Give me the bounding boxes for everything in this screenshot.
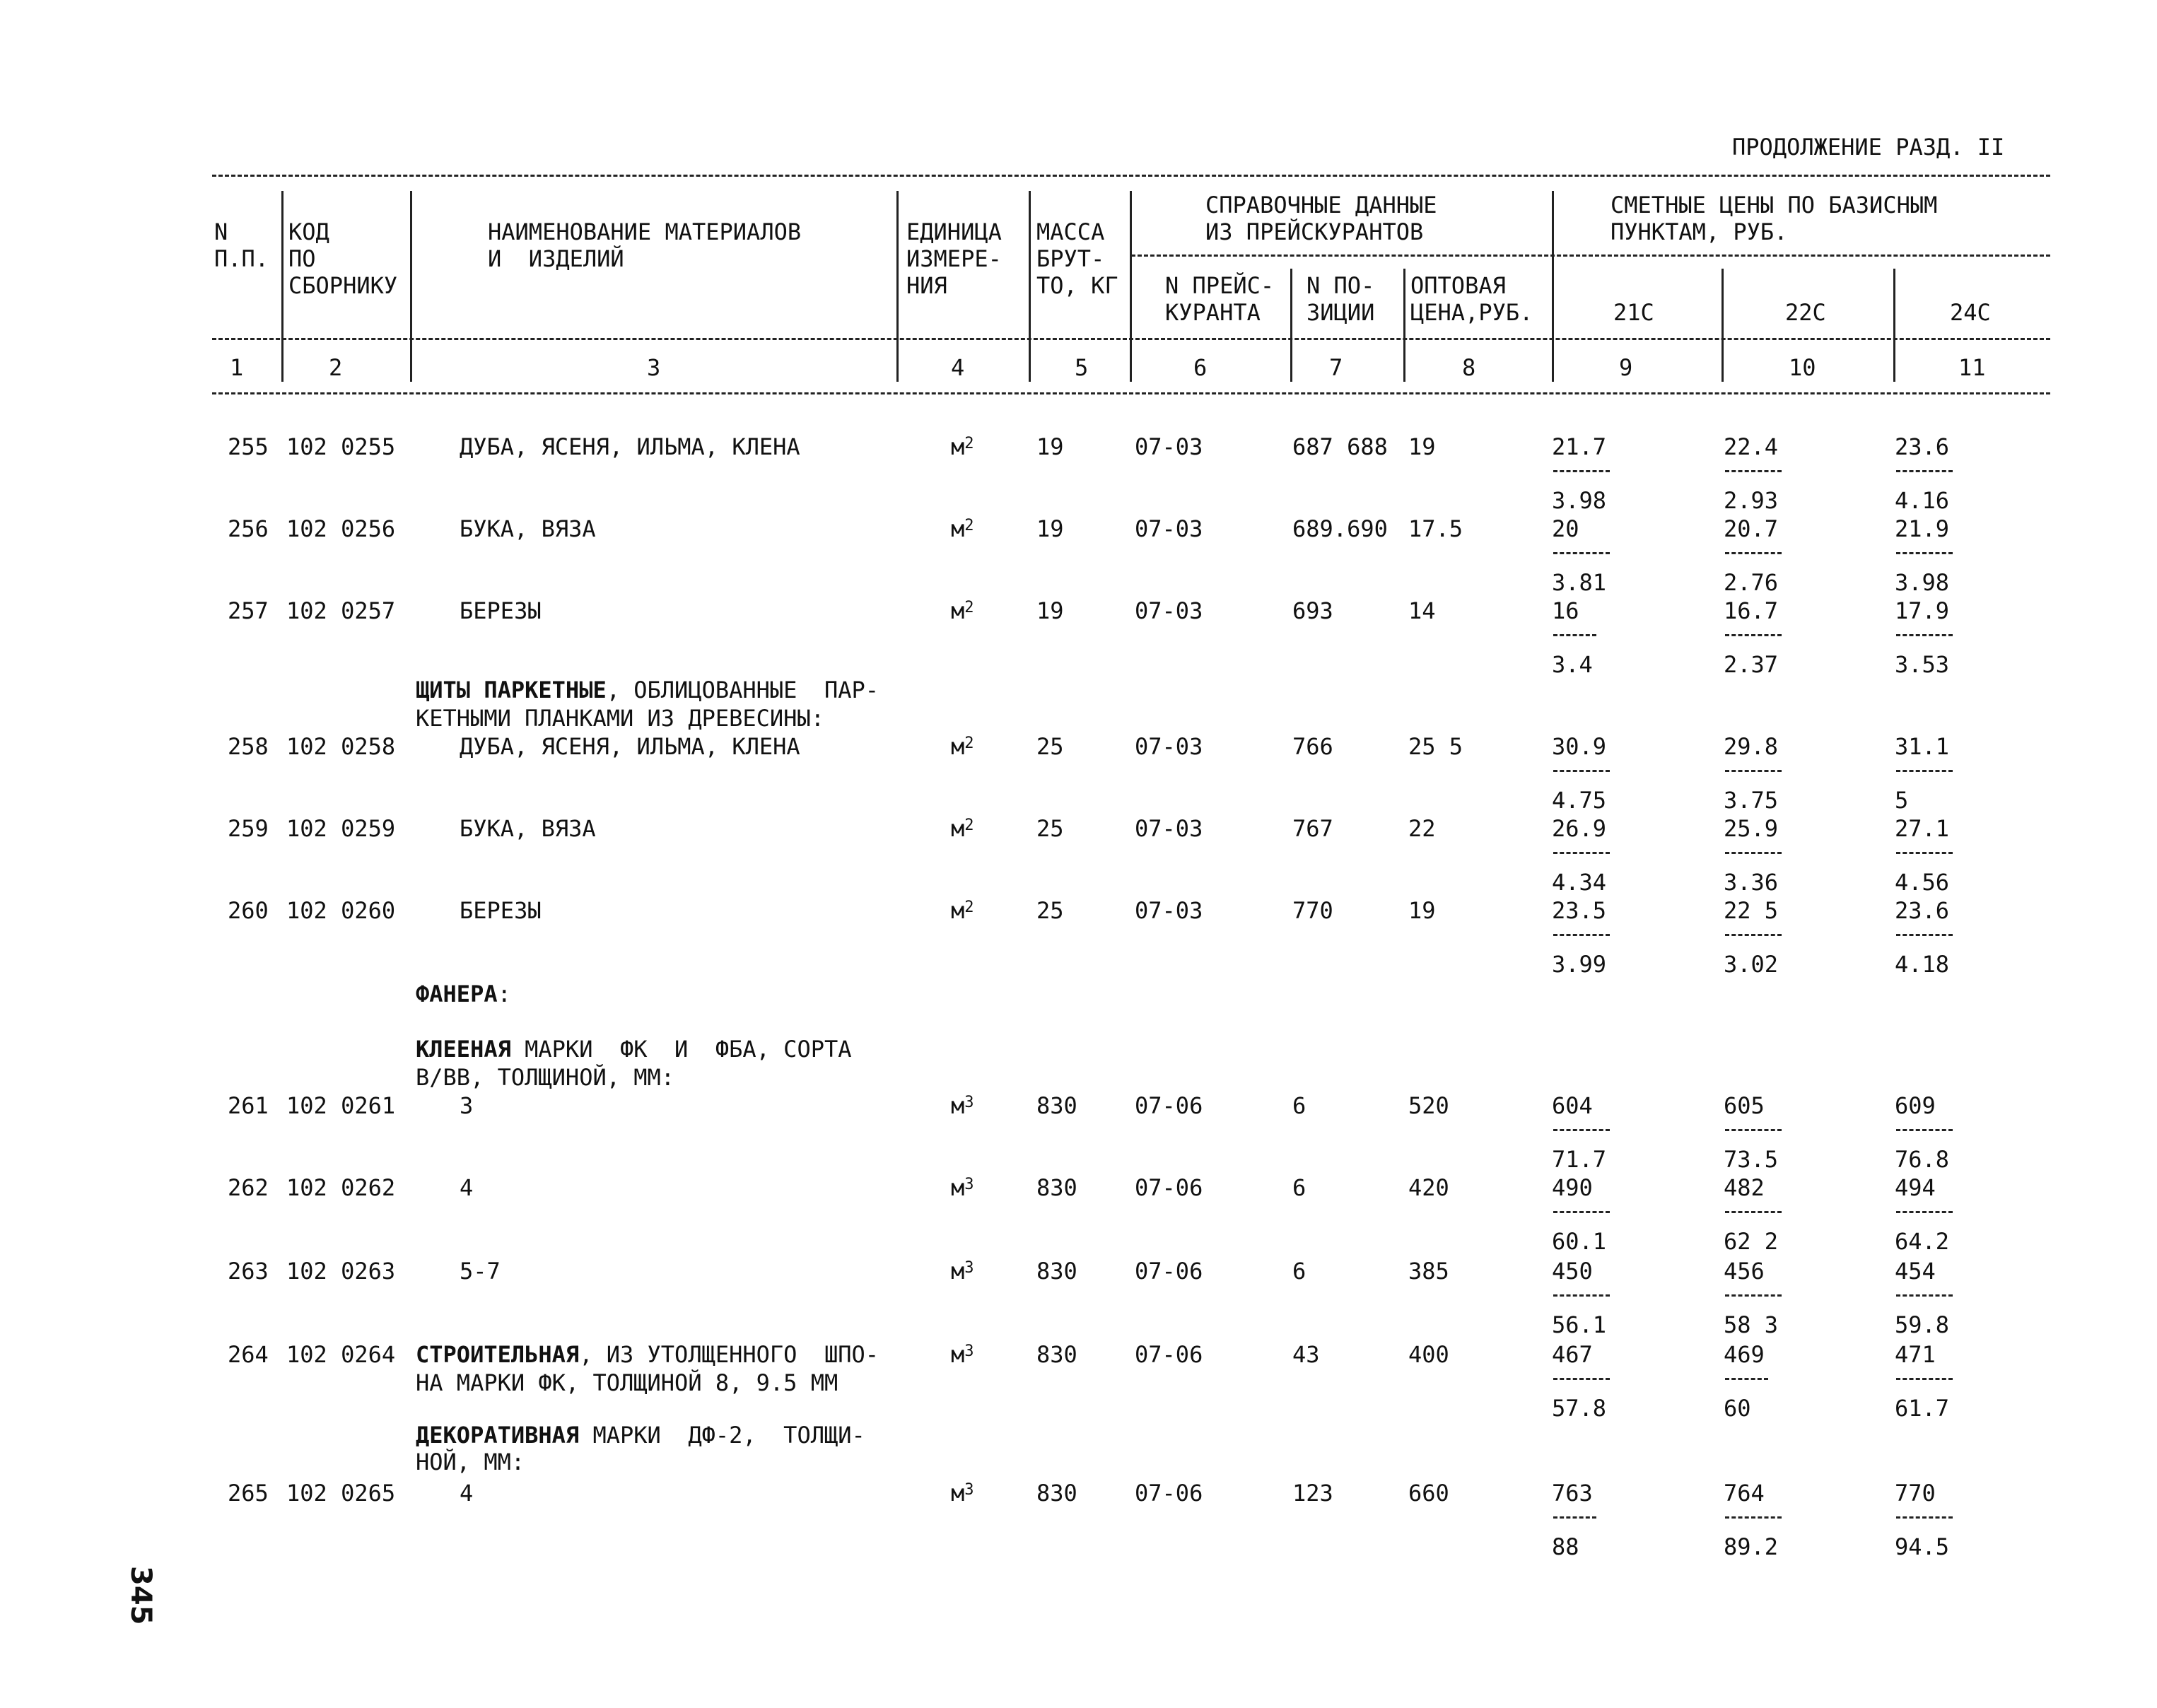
- row-unit-power: 2: [964, 435, 974, 452]
- col-sep-10: [1893, 269, 1895, 382]
- row-name: БЕРЕЗЫ: [460, 897, 542, 924]
- row-p22-denominator: 2.93: [1724, 487, 1779, 514]
- row-p22-fraction-line: [1725, 852, 1782, 854]
- row-p21-fraction-line: [1553, 1294, 1610, 1297]
- row-unit-base: м: [951, 597, 965, 624]
- rule-columns-numbers: [212, 392, 2050, 394]
- row-p22-denominator: 3.02: [1724, 951, 1779, 978]
- row-p21-fraction-line: [1553, 1516, 1596, 1519]
- row-p22-numerator: 456: [1724, 1258, 1765, 1285]
- row-p21-fraction-line: [1553, 852, 1610, 854]
- col6-header-line2: КУРАНТА: [1165, 299, 1261, 326]
- col2-header-line3: СБОРНИКУ: [288, 272, 398, 299]
- colnum-3: 3: [647, 354, 661, 381]
- row-name-rest: , ИЗ УТОЛЩЕННОГО ШПО-: [579, 1341, 879, 1368]
- row-number: 265: [228, 1480, 269, 1507]
- row-p21-numerator: 604: [1552, 1092, 1593, 1119]
- colnum-6: 6: [1193, 354, 1208, 381]
- row-p24-numerator: 471: [1895, 1341, 1936, 1368]
- row-unit: [951, 516, 974, 542]
- page-number: 345: [124, 1566, 157, 1625]
- col8-header-line2: ЦЕНА,РУБ.: [1410, 299, 1533, 326]
- row-unit-power: 3: [964, 1094, 974, 1111]
- col-sep-3: [896, 191, 899, 382]
- ref-group-header-line1: СПРАВОЧНЫЕ ДАННЫЕ: [1205, 192, 1437, 218]
- row-wholesale-price: 660: [1408, 1480, 1449, 1507]
- section-kleenaya: [416, 1036, 852, 1062]
- row-p21-numerator: 20: [1552, 515, 1579, 542]
- row-code: 102 0258: [286, 733, 396, 760]
- rule-top: [212, 175, 2050, 177]
- row-unit-base: м: [951, 515, 965, 542]
- row-mass: 830: [1036, 1480, 1077, 1507]
- row-p21-denominator: 57.8: [1552, 1395, 1607, 1422]
- row-p24-denominator: 4.18: [1895, 951, 1950, 978]
- row-p21-numerator: 490: [1552, 1174, 1593, 1201]
- row-p21-numerator: 26.9: [1552, 815, 1607, 842]
- row-number: 261: [228, 1092, 269, 1119]
- row-p24-numerator: 454: [1895, 1258, 1936, 1285]
- row-p24-numerator: 21.9: [1895, 515, 1950, 542]
- price-group-header-line2: ПУНКТАМ, РУБ.: [1611, 218, 1788, 245]
- row-p21-fraction-line: [1553, 470, 1610, 472]
- row-p22-denominator: 73.5: [1724, 1146, 1779, 1173]
- row-p22-numerator: 764: [1724, 1480, 1765, 1507]
- row-p21-numerator: 21.7: [1552, 433, 1607, 460]
- col3-header-line1: НАИМЕНОВАНИЕ МАТЕРИАЛОВ: [488, 218, 802, 245]
- row-pricelist: 07-03: [1135, 733, 1203, 760]
- col5-header-line2: БРУТ-: [1036, 245, 1105, 272]
- row-p24-fraction-line: [1896, 852, 1953, 854]
- row-name: 4: [460, 1174, 474, 1201]
- col6-header-line1: N ПРЕЙС-: [1165, 272, 1275, 299]
- row-p24-denominator: 3.98: [1895, 569, 1950, 596]
- section-dekor-bold: ДЕКОРАТИВНАЯ: [416, 1422, 580, 1449]
- row-p22-denominator: 2.37: [1724, 651, 1779, 678]
- row-name: БУКА, ВЯЗА: [460, 815, 596, 842]
- row-code: 102 0260: [286, 897, 396, 924]
- col-sep-9: [1721, 269, 1724, 382]
- row-unit-base: м: [951, 897, 965, 924]
- row-number: 258: [228, 733, 269, 760]
- colnum-4: 4: [951, 354, 965, 381]
- row-p22-fraction-line: [1725, 770, 1782, 772]
- row-position: 766: [1292, 733, 1333, 760]
- colnum-8: 8: [1462, 354, 1476, 381]
- row-unit-base: м: [951, 815, 965, 842]
- row-p22-fraction-line: [1725, 1294, 1782, 1297]
- row-unit-power: 3: [964, 1259, 974, 1277]
- row-pricelist: 07-03: [1135, 515, 1203, 542]
- row-position: 687 688: [1292, 433, 1388, 460]
- row-pricelist: 07-03: [1135, 597, 1203, 624]
- row-p22-fraction-line: [1725, 1516, 1782, 1519]
- row-unit-power: 2: [964, 817, 974, 834]
- row-p21-fraction-line: [1553, 934, 1610, 936]
- row-name: БЕРЕЗЫ: [460, 597, 542, 624]
- row-pricelist: 07-03: [1135, 433, 1203, 460]
- row-p22-fraction-line: [1725, 1211, 1782, 1213]
- row-unit-power: 2: [964, 599, 974, 616]
- row-wholesale-price: 14: [1408, 597, 1436, 624]
- row-p24-numerator: 31.1: [1895, 733, 1950, 760]
- colnum-5: 5: [1075, 354, 1089, 381]
- row-unit-power: 2: [964, 517, 974, 534]
- row-unit-power: 3: [964, 1176, 974, 1193]
- row-unit-base: м: [951, 1174, 965, 1201]
- row-p22-fraction-line: [1725, 934, 1782, 936]
- row-mass: 19: [1036, 597, 1064, 624]
- row-position: 693: [1292, 597, 1333, 624]
- row-p24-denominator: 59.8: [1895, 1311, 1950, 1338]
- section-fanera-colon: :: [497, 981, 511, 1007]
- row-unit: [951, 1258, 974, 1284]
- row-unit: [951, 1480, 974, 1506]
- row-unit-power: 2: [964, 899, 974, 916]
- row-p24-denominator: 4.56: [1895, 869, 1950, 896]
- section-fanera-bold: ФАНЕРА: [416, 981, 498, 1007]
- row-p21-numerator: 763: [1552, 1480, 1593, 1507]
- row-name: 5-7: [460, 1258, 501, 1285]
- row-mass: 830: [1036, 1258, 1077, 1285]
- price-group-header-line1: СМЕТНЫЕ ЦЕНЫ ПО БАЗИСНЫМ: [1611, 192, 1938, 218]
- row-position: 689.690: [1292, 515, 1388, 542]
- row-p21-numerator: 23.5: [1552, 897, 1607, 924]
- row-p22-numerator: 469: [1724, 1341, 1765, 1368]
- row-p22-denominator: 3.36: [1724, 869, 1779, 896]
- row-p22-fraction-line: [1725, 1129, 1782, 1131]
- row-unit-base: м: [951, 1258, 965, 1285]
- row-unit-power: 2: [964, 735, 974, 752]
- row-p24-denominator: 64.2: [1895, 1228, 1950, 1255]
- row-p21-denominator: 71.7: [1552, 1146, 1607, 1173]
- row-p21-numerator: 450: [1552, 1258, 1593, 1285]
- row-number: 259: [228, 815, 269, 842]
- row-wholesale-price: 17.5: [1408, 515, 1463, 542]
- section-kleenaya-bold: КЛЕЕНАЯ: [416, 1036, 511, 1063]
- row-unit-base: м: [951, 1341, 965, 1368]
- row-p22-numerator: 22 5: [1724, 897, 1779, 924]
- row-p22-fraction-line: [1725, 470, 1782, 472]
- row-p22-numerator: 22.4: [1724, 433, 1779, 460]
- row-p24-numerator: 609: [1895, 1092, 1936, 1119]
- row-number: 263: [228, 1258, 269, 1285]
- row-p24-fraction-line: [1896, 1294, 1953, 1297]
- row-p21-fraction-line: [1553, 770, 1610, 772]
- row-p21-fraction-line: [1553, 552, 1610, 554]
- col1-header-line2: П.П.: [214, 245, 269, 272]
- row-unit: [951, 598, 974, 624]
- section-dekor-rest: МАРКИ ДФ-2, ТОЛЩИ-: [579, 1422, 865, 1449]
- row-unit-base: м: [951, 1480, 965, 1507]
- ref-group-header-line2: ИЗ ПРЕЙСКУРАНТОВ: [1205, 218, 1424, 245]
- row-number: 264: [228, 1341, 269, 1368]
- row-p24-fraction-line: [1896, 1516, 1953, 1519]
- col-sep-8: [1552, 191, 1554, 382]
- row-position: 6: [1292, 1092, 1307, 1119]
- row-p22-denominator: 89.2: [1724, 1533, 1779, 1560]
- row-p24-denominator: 61.7: [1895, 1395, 1950, 1422]
- col3-header-line2: И ИЗДЕЛИЙ: [488, 245, 624, 272]
- row-wholesale-price: 400: [1408, 1341, 1449, 1368]
- row-number: 262: [228, 1174, 269, 1201]
- row-p24-fraction-line: [1896, 1129, 1953, 1131]
- row-p22-denominator: 58 3: [1724, 1311, 1779, 1338]
- row-name-bold: СТРОИТЕЛЬНАЯ: [416, 1341, 580, 1368]
- col4-header-line1: ЕДИНИЦА: [906, 218, 1002, 245]
- row-p24-numerator: 494: [1895, 1174, 1936, 1201]
- row-p24-fraction-line: [1896, 1211, 1953, 1213]
- row-name-line2: НА МАРКИ ФК, ТОЛЩИНОЙ 8, 9.5 ММ: [416, 1369, 838, 1396]
- col7-header-line1: N ПО-: [1307, 272, 1375, 299]
- row-p24-denominator: 76.8: [1895, 1146, 1950, 1173]
- row-p24-numerator: 27.1: [1895, 815, 1950, 842]
- row-p21-numerator: 30.9: [1552, 733, 1607, 760]
- col5-header-line3: ТО, КГ: [1036, 272, 1118, 299]
- row-name: [416, 1342, 879, 1367]
- col-sep-2: [410, 191, 412, 382]
- row-p21-denominator: 3.99: [1552, 951, 1607, 978]
- col2-header-line2: ПО: [288, 245, 316, 272]
- row-p21-denominator: 3.81: [1552, 569, 1607, 596]
- row-p22-denominator: 3.75: [1724, 787, 1779, 814]
- row-pricelist: 07-03: [1135, 897, 1203, 924]
- row-wholesale-price: 22: [1408, 815, 1436, 842]
- row-unit-power: 3: [964, 1481, 974, 1499]
- row-mass: 19: [1036, 433, 1064, 460]
- row-p22-numerator: 25.9: [1724, 815, 1779, 842]
- row-unit-base: м: [951, 433, 965, 460]
- row-p21-denominator: 3.98: [1552, 487, 1607, 514]
- col-sep-5: [1130, 191, 1132, 382]
- row-p21-denominator: 88: [1552, 1533, 1579, 1560]
- row-mass: 830: [1036, 1174, 1077, 1201]
- row-p21-numerator: 467: [1552, 1341, 1593, 1368]
- row-name: 4: [460, 1480, 474, 1507]
- row-unit-power: 3: [964, 1343, 974, 1360]
- row-p21-denominator: 60.1: [1552, 1228, 1607, 1255]
- colnum-2: 2: [329, 354, 343, 381]
- row-mass: 19: [1036, 515, 1064, 542]
- row-p24-numerator: 23.6: [1895, 897, 1950, 924]
- section-shity-rest: , ОБЛИЦОВАННЫЕ ПАР-: [606, 677, 879, 703]
- section-dekor-line2: НОЙ, ММ:: [416, 1449, 525, 1475]
- row-unit-base: м: [951, 1092, 965, 1119]
- row-p24-numerator: 17.9: [1895, 597, 1950, 624]
- row-number: 255: [228, 433, 269, 460]
- row-pricelist: 07-06: [1135, 1480, 1203, 1507]
- row-number: 257: [228, 597, 269, 624]
- section-shity-bold: ЩИТЫ ПАРКЕТНЫЕ: [416, 677, 607, 703]
- col-sep-7: [1403, 269, 1405, 382]
- colnum-10: 10: [1789, 354, 1816, 381]
- row-p21-fraction-line: [1553, 1378, 1610, 1380]
- col-sep-4: [1029, 191, 1031, 382]
- row-pricelist: 07-06: [1135, 1092, 1203, 1119]
- row-unit-base: м: [951, 733, 965, 760]
- row-unit: [951, 1093, 974, 1118]
- colnum-7: 7: [1329, 354, 1343, 381]
- row-p22-fraction-line: [1725, 552, 1782, 554]
- row-wholesale-price: 25 5: [1408, 733, 1463, 760]
- row-position: 43: [1292, 1341, 1320, 1368]
- colnum-1: 1: [230, 354, 244, 381]
- row-position: 770: [1292, 897, 1333, 924]
- row-p22-numerator: 29.8: [1724, 733, 1779, 760]
- row-p22-numerator: 20.7: [1724, 515, 1779, 542]
- row-code: 102 0261: [286, 1092, 396, 1119]
- row-p24-fraction-line: [1896, 634, 1953, 636]
- col7-header-line2: ЗИЦИИ: [1307, 299, 1375, 326]
- row-wholesale-price: 420: [1408, 1174, 1449, 1201]
- row-code: 102 0257: [286, 597, 396, 624]
- row-p22-denominator: 60: [1724, 1395, 1751, 1422]
- row-p22-numerator: 16.7: [1724, 597, 1779, 624]
- col10-header: 22С: [1785, 299, 1826, 326]
- col11-header: 24С: [1950, 299, 1991, 326]
- row-pricelist: 07-03: [1135, 815, 1203, 842]
- col-sep-6: [1290, 269, 1292, 382]
- col9-header: 21С: [1613, 299, 1654, 326]
- row-unit: [951, 734, 974, 759]
- row-code: 102 0265: [286, 1480, 396, 1507]
- section-fanera: [416, 981, 511, 1007]
- row-p22-numerator: 605: [1724, 1092, 1765, 1119]
- row-pricelist: 07-06: [1135, 1341, 1203, 1368]
- col-sep-1: [281, 191, 283, 382]
- row-unit: [951, 1342, 974, 1367]
- row-name: 3: [460, 1092, 474, 1119]
- row-code: 102 0262: [286, 1174, 396, 1201]
- row-unit: [951, 816, 974, 841]
- row-unit: [951, 434, 974, 460]
- row-p24-denominator: 4.16: [1895, 487, 1950, 514]
- section-shity: [416, 677, 879, 703]
- row-position: 6: [1292, 1258, 1307, 1285]
- row-p22-fraction-line: [1725, 634, 1782, 636]
- row-p24-fraction-line: [1896, 1378, 1953, 1380]
- row-p21-denominator: 4.34: [1552, 869, 1607, 896]
- row-code: 102 0255: [286, 433, 396, 460]
- row-p24-numerator: 770: [1895, 1480, 1936, 1507]
- row-p21-denominator: 4.75: [1552, 787, 1607, 814]
- row-code: 102 0259: [286, 815, 396, 842]
- colnum-9: 9: [1619, 354, 1633, 381]
- row-p24-fraction-line: [1896, 934, 1953, 936]
- row-unit: [951, 898, 974, 923]
- row-code: 102 0263: [286, 1258, 396, 1285]
- row-p22-numerator: 482: [1724, 1174, 1765, 1201]
- row-wholesale-price: 19: [1408, 897, 1436, 924]
- row-position: 123: [1292, 1480, 1333, 1507]
- row-name: ДУБА, ЯСЕНЯ, ИЛЬМА, КЛЕНА: [460, 433, 800, 460]
- section-dekor: [416, 1422, 865, 1448]
- row-p22-denominator: 62 2: [1724, 1228, 1779, 1255]
- row-mass: 25: [1036, 733, 1064, 760]
- row-position: 6: [1292, 1174, 1307, 1201]
- row-p21-denominator: 56.1: [1552, 1311, 1607, 1338]
- rule-ref-split: [1131, 255, 2050, 257]
- row-p24-numerator: 23.6: [1895, 433, 1950, 460]
- section-kleenaya-line2: В/ВВ, ТОЛЩИНОЙ, ММ:: [416, 1064, 675, 1091]
- row-number: 260: [228, 897, 269, 924]
- row-number: 256: [228, 515, 269, 542]
- col5-header-line1: МАССА: [1036, 218, 1105, 245]
- row-p22-fraction-line: [1725, 1378, 1768, 1380]
- col4-header-line2: ИЗМЕРЕ-: [906, 245, 1002, 272]
- colnum-11: 11: [1958, 354, 1986, 381]
- col1-header-line1: N: [214, 218, 228, 245]
- section-shity-line2: КЕТНЫМИ ПЛАНКАМИ ИЗ ДРЕВЕСИНЫ:: [416, 705, 824, 732]
- row-p24-fraction-line: [1896, 552, 1953, 554]
- row-p21-fraction-line: [1553, 634, 1596, 636]
- row-pricelist: 07-06: [1135, 1174, 1203, 1201]
- row-pricelist: 07-06: [1135, 1258, 1203, 1285]
- row-position: 767: [1292, 815, 1333, 842]
- row-p21-fraction-line: [1553, 1129, 1610, 1131]
- row-unit: [951, 1175, 974, 1200]
- row-mass: 25: [1036, 815, 1064, 842]
- row-p21-fraction-line: [1553, 1211, 1610, 1213]
- col8-header-line1: ОПТОВАЯ: [1410, 272, 1506, 299]
- row-p24-fraction-line: [1896, 770, 1953, 772]
- col4-header-line3: НИЯ: [906, 272, 947, 299]
- row-p24-denominator: 5: [1895, 787, 1909, 814]
- row-mass: 25: [1036, 897, 1064, 924]
- row-p24-denominator: 94.5: [1895, 1533, 1950, 1560]
- row-name: ДУБА, ЯСЕНЯ, ИЛЬМА, КЛЕНА: [460, 733, 800, 760]
- row-wholesale-price: 19: [1408, 433, 1436, 460]
- row-name: БУКА, ВЯЗА: [460, 515, 596, 542]
- row-wholesale-price: 385: [1408, 1258, 1449, 1285]
- section-kleenaya-rest: МАРКИ ФК И ФБА, СОРТА: [510, 1036, 852, 1063]
- continuation-label: ПРОДОЛЖЕНИЕ РАЗД. II: [1732, 134, 2005, 160]
- row-mass: 830: [1036, 1092, 1077, 1119]
- row-p21-denominator: 3.4: [1552, 651, 1593, 678]
- row-wholesale-price: 520: [1408, 1092, 1449, 1119]
- row-p24-denominator: 3.53: [1895, 651, 1950, 678]
- row-p22-denominator: 2.76: [1724, 569, 1779, 596]
- row-code: 102 0256: [286, 515, 396, 542]
- row-p21-numerator: 16: [1552, 597, 1579, 624]
- row-mass: 830: [1036, 1341, 1077, 1368]
- row-p24-fraction-line: [1896, 470, 1953, 472]
- row-code: 102 0264: [286, 1341, 396, 1368]
- col2-header-line1: КОД: [288, 218, 329, 245]
